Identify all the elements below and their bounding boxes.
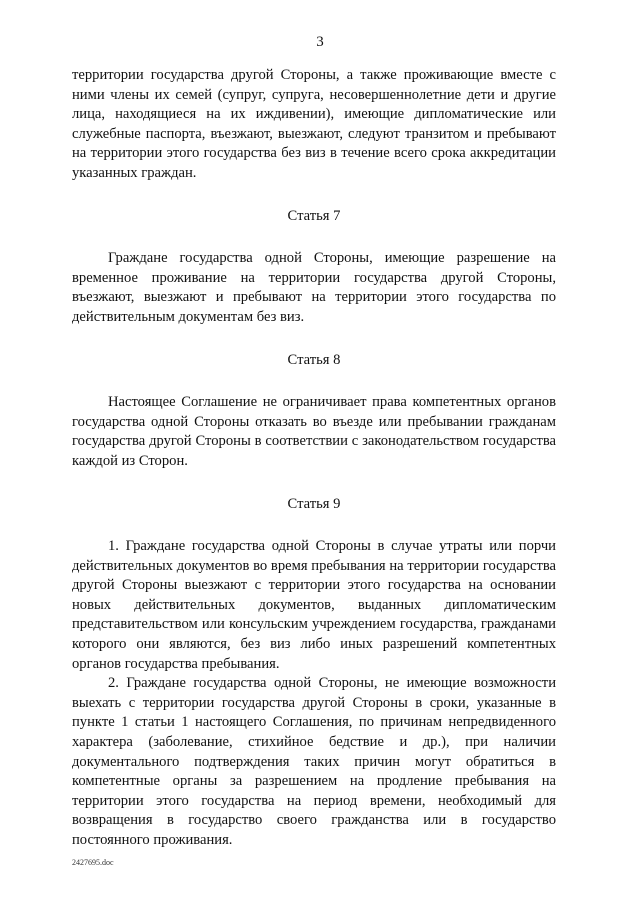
page-number: 3 bbox=[316, 34, 324, 50]
article-7-heading: Статья 7 bbox=[287, 207, 341, 224]
article-9-point-2: 2. Граждане государства одной Стороны, не имеющие возможности выехать с территории государства другой Стороны в сроки, указанные в пункте 1 статьи 1 настоящего Соглашения, по причинам непредвиденного характера (заболевание, стихийное бедствие и др.), при наличии документального подтверждения таких причин могут обратиться в компетентные органы за разрешением на продление пребывания на территории этого государства на период времени, необходимый для возвращения в государство своего гражданства или в государство постоянного проживания. bbox=[72, 675, 556, 848]
article-9-heading: Статья 9 bbox=[287, 495, 341, 512]
document-body bbox=[72, 66, 556, 851]
article-7-text: Граждане государства одной Стороны, имеющие разрешение на временное проживание на территории государства другой Стороны, въезжают, выезжают и пребывают на территории этого государства по действительным документам без виз. bbox=[72, 250, 556, 325]
article-8-text: Настоящее Соглашение не ограничивает права компетентных органов государства одной Стороны отказать во въезде или пребывании гражданам государства другой Стороны в соответствии с законодательством государства каждой из Сторон. bbox=[72, 394, 556, 469]
article-9-point-1: 1. Граждане государства одной Стороны в случае утраты или порчи действительных документов во время пребывания на территории государства другой Стороны выезжают с территории этого государства на основании новых действительных документов, выданных дипломатическим представительством или консульским учреждением государства, гражданами которого они являются, без виз либо иных разрешений компетентных органов государства пребывания. bbox=[72, 538, 556, 672]
continued-paragraph: территории государства другой Стороны, а также проживающие вместе с ними члены их семей (супруг, супруга, несовершеннолетние дети и другие лица, находящиеся на их иждивении), имеющие дипломатические или служебные паспорта, въезжают, выезжают, следуют транзитом и пребывают на территории этого государства без виз в течение всего срока аккредитации указанных граждан. bbox=[72, 67, 556, 181]
file-code-footer: 2427695.doc bbox=[72, 858, 114, 867]
article-8-heading: Статья 8 bbox=[287, 351, 341, 368]
